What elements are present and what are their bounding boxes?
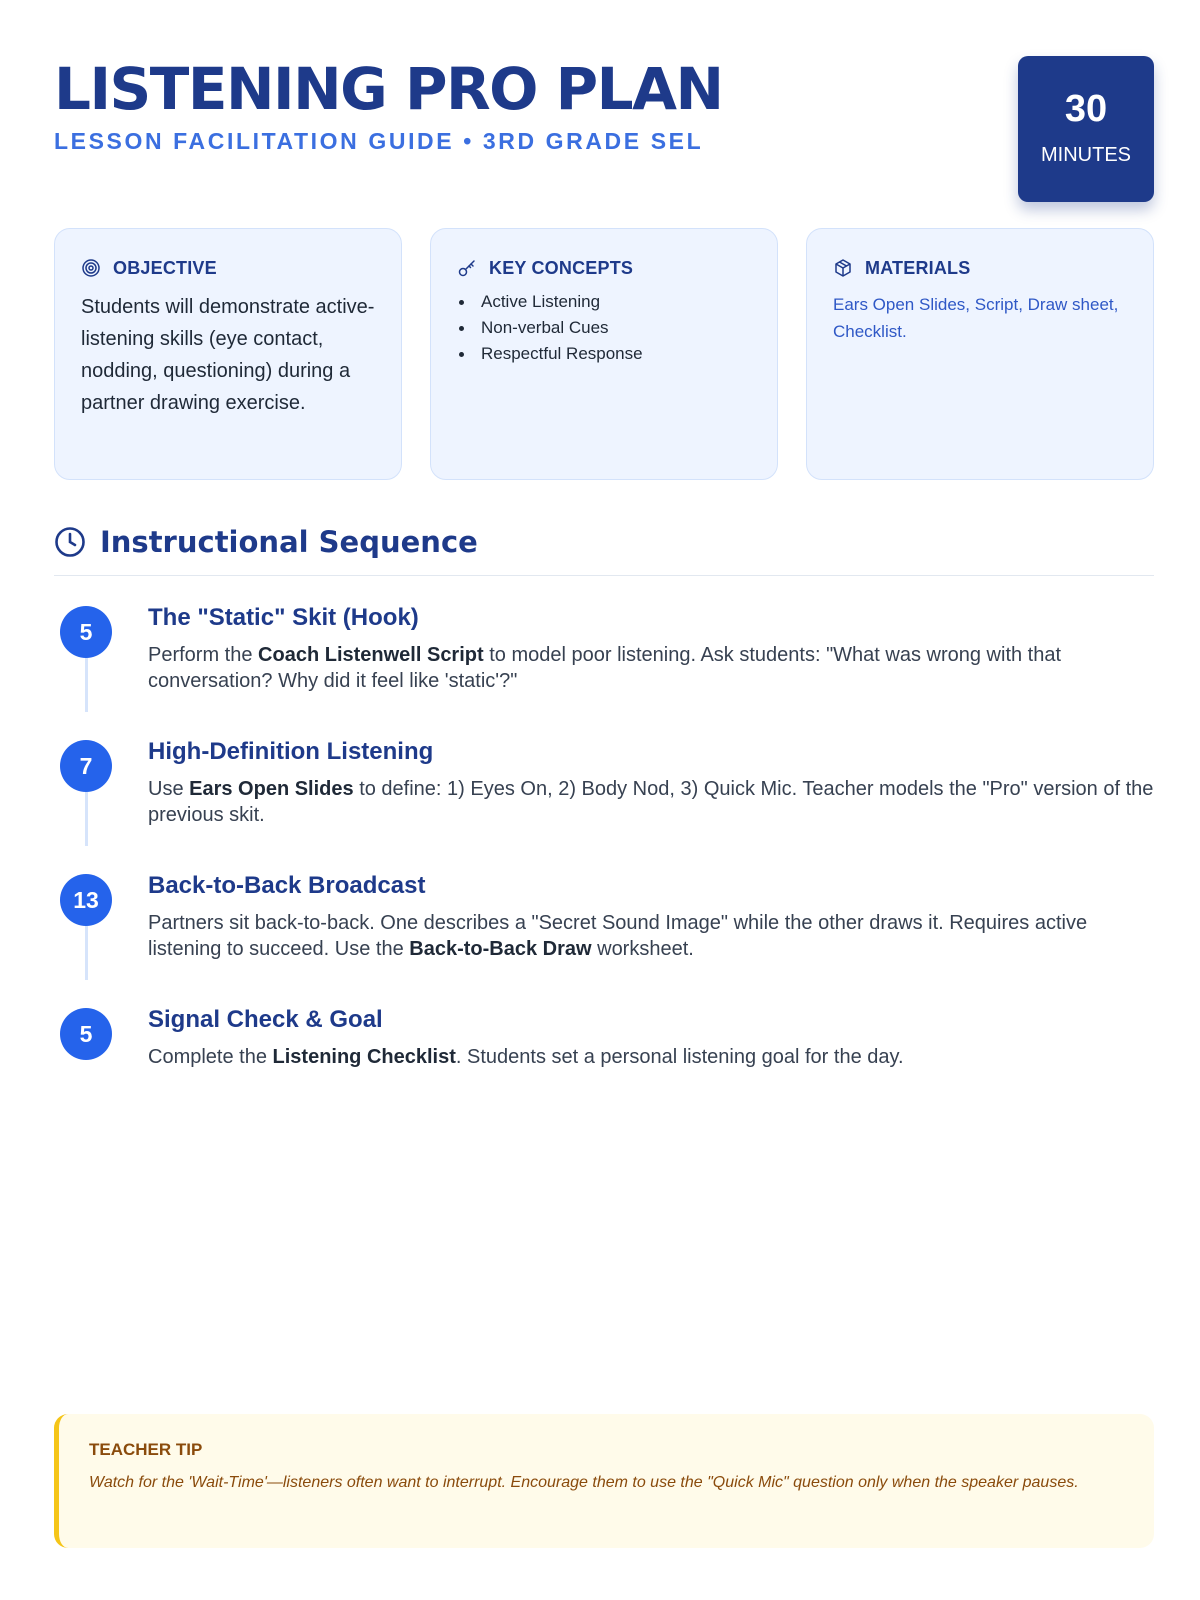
description-text: to model poor listening. Ask students: "What was wrong with that conversation? Why did it feel like 'static'?" [148,644,1062,692]
step-description [148,776,1154,828]
sequence-step [54,738,1154,828]
description-text: to define: 1) Eyes On, 2) Body Nod, 3) Quick Mic. Teacher models the "Pro" version of the previous skit. [148,778,1154,826]
key-concepts-card [430,228,778,480]
duration-value: 30 [1064,88,1108,130]
clock-icon [54,526,86,558]
sequence-header [54,522,1154,576]
tip-title: TEACHER TIP [89,1440,203,1459]
page-title: LISTENING PRO PLAN [54,55,723,123]
list-item: Respectful Response [457,341,751,367]
step-title: Signal Check & Goal [148,1006,383,1033]
step-connector [85,792,88,846]
materials-text: Ears Open Slides, Script, Draw sheet, Checklist. [833,295,1119,341]
overview-cards [54,228,1154,480]
objective-card [54,228,402,480]
box-icon [833,258,853,278]
key-concepts-title: KEY CONCEPTS [489,257,634,278]
emphasized-resource: Coach Listenwell Script [258,644,484,666]
description-text: . Students set a personal listening goal for the day. [455,1046,904,1068]
emphasized-resource: Listening Checklist [272,1046,456,1068]
step-title: High-Definition Listening [148,738,434,765]
section-title: Instructional Sequence [100,525,478,559]
materials-card [806,228,1154,480]
description-text: worksheet. [591,938,694,960]
description-text: Complete the [148,1046,273,1068]
step-minutes-badge: 13 [60,874,112,926]
step-title: Back-to-Back Broadcast [148,872,426,899]
step-connector [85,658,88,712]
step-title: The "Static" Skit (Hook) [148,604,419,631]
sequence-step [54,1006,1154,1070]
step-minutes-badge: 7 [60,740,112,792]
step-description [148,1044,1154,1070]
objective-text: Students will demonstrate active-listening skills (eye contact, nodding, questioning) during a partner drawing exercise. [81,296,375,414]
list-item: Active Listening [457,289,751,315]
step-minutes-badge: 5 [60,1008,112,1060]
key-icon [457,258,477,278]
tip-text: Watch for the 'Wait-Time'—listeners often want to interrupt. Encourage them to use the "Quick Mic" question only when the speaker pauses. [89,1474,1079,1491]
materials-title: MATERIALS [865,257,971,278]
key-concepts-list [457,289,751,367]
duration-badge [1018,56,1154,202]
target-icon [81,258,101,278]
lesson-header [54,56,1154,206]
emphasized-resource: Back-to-Back Draw [409,938,592,960]
description-text: Perform the [148,644,259,666]
list-item: Non-verbal Cues [457,315,751,341]
step-minutes-badge: 5 [60,606,112,658]
duration-unit: MINUTES [1041,144,1131,166]
step-connector [85,926,88,980]
emphasized-resource: Ears Open Slides [189,778,354,800]
sequence-step [54,872,1154,962]
description-text: Partners sit back-to-back. One describes a "Secret Sound Image" while the other draws it. Requires active listening to succeed. Use the [148,912,1088,960]
step-description [148,910,1154,962]
teacher-tip [54,1414,1154,1548]
step-description [148,642,1154,694]
sequence-step [54,604,1154,694]
page-subtitle: LESSON FACILITATION GUIDE • 3RD GRADE SEL [54,128,704,154]
objective-title: OBJECTIVE [113,257,217,278]
description-text: Use [148,778,190,800]
